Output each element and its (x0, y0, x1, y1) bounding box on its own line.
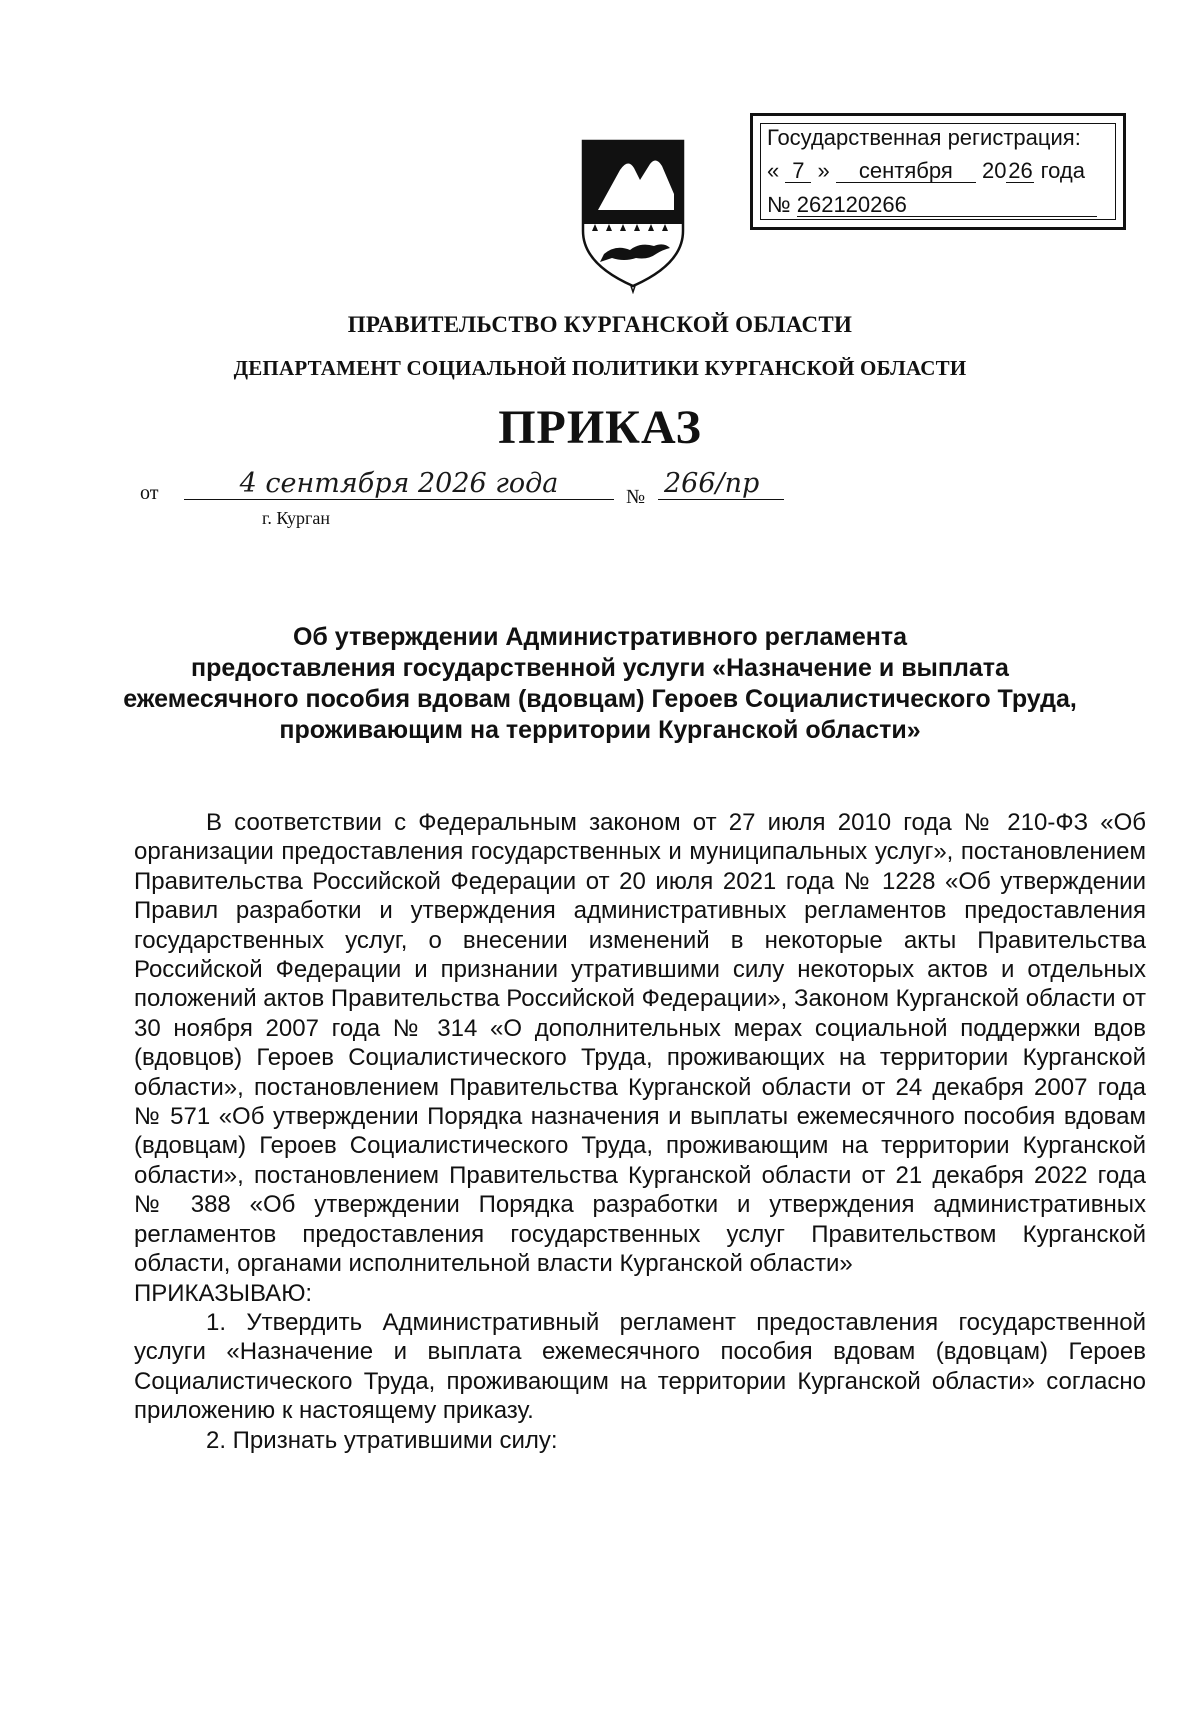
order-number-handwritten: 266/пр (658, 468, 784, 500)
order-date-handwritten: 4 сентября 2026 года (184, 468, 614, 500)
title-line: ежемесячного пособия вдовам (вдовцам) Героев Социалистического Труда, (123, 685, 1077, 713)
order-date-number-line (140, 468, 760, 508)
registration-date (767, 158, 1085, 184)
order-city: г. Курган (262, 508, 331, 528)
registration-number: 262120266 (797, 194, 1097, 217)
registration-stamp (750, 113, 1126, 230)
registration-day-open: « (767, 158, 780, 183)
registration-year-prefix: 20 (982, 158, 1007, 183)
registration-day: 7 (785, 160, 811, 183)
registration-year-word: года (1040, 158, 1085, 183)
order-word: ПРИКАЗЫВАЮ: (134, 1279, 313, 1307)
registration-day-close: » (817, 158, 830, 183)
order-item-2: 2. Признать утратившими силу: (206, 1426, 558, 1454)
registration-heading: Государственная регистрация: (767, 125, 1081, 150)
registration-month: сентября (836, 160, 976, 183)
registration-number-line (767, 192, 1097, 218)
department-heading: ДЕПАРТАМЕНТ СОЦИАЛЬНОЙ ПОЛИТИКИ КУРГАНСКОЙ ОБЛАСТИ (233, 356, 967, 380)
title-line: проживающим на территории Курганской области» (279, 716, 921, 744)
document-title (100, 622, 1100, 746)
kurgan-region-coat-of-arms-icon (578, 136, 688, 294)
order-from-label: от (140, 482, 159, 504)
order-number-label: № (626, 486, 646, 508)
registration-number-label: № (767, 192, 791, 217)
document-type-title: ПРИКАЗ (498, 401, 702, 454)
government-heading: ПРАВИТЕЛЬСТВО КУРГАНСКОЙ ОБЛАСТИ (347, 312, 853, 337)
registration-year-suffix: 26 (1008, 158, 1033, 183)
order-item-1: 1. Утвердить Административный регламент предоставления государственной услуги «Назначение и выплата ежемесячного пособия вдовам (вдовцам) Героев Социалистического Труда, проживающим на территории Курганской области» согласно приложению к настоящему приказу. (134, 1308, 1146, 1425)
title-line: предоставления государственной услуги «Назначение и выплата (191, 654, 1009, 682)
preamble-paragraph: В соответствии с Федеральным законом от 27 июля 2010 года № 210-ФЗ «Об организации предоставления государственных и муниципальных услуг», постановлением Правительства Российской Федерации от 20 июля 2021 года № 1228 «Об утверждении Правил разработки и утверждения административных регламентов предоставления государственных услуг, о внесении изменений в некоторые акты Правительства Российской Федерации и признании утратившими силу некоторых актов и отдельных положений актов Правительства Российской Федерации», Законом Курганской области от 30 ноября 2007 года № 314 «О дополнительных мерах социальной поддержки вдов (вдовцов) Героев Социалистического Труда, проживающих на территории Курганской области», постановлением Правительства Курганской области от 24 декабря 2007 года № 571 «Об утверждении Порядка назначения и выплаты ежемесячного пособия вдовам (вдовцам) Героев Социалистического Труда, проживающим на территории Курганской области», постановлением Правительства Курганской области от 21 декабря 2022 года № 388 «Об утверждении Порядка разработки и утверждения административных регламентов предоставления государственных услуг Правительством Курганской области, органами исполнительной власти Курганской области» (134, 809, 1146, 1278)
title-line: Об утверждении Административного регламента (292, 623, 908, 651)
document-body (134, 808, 1146, 1455)
